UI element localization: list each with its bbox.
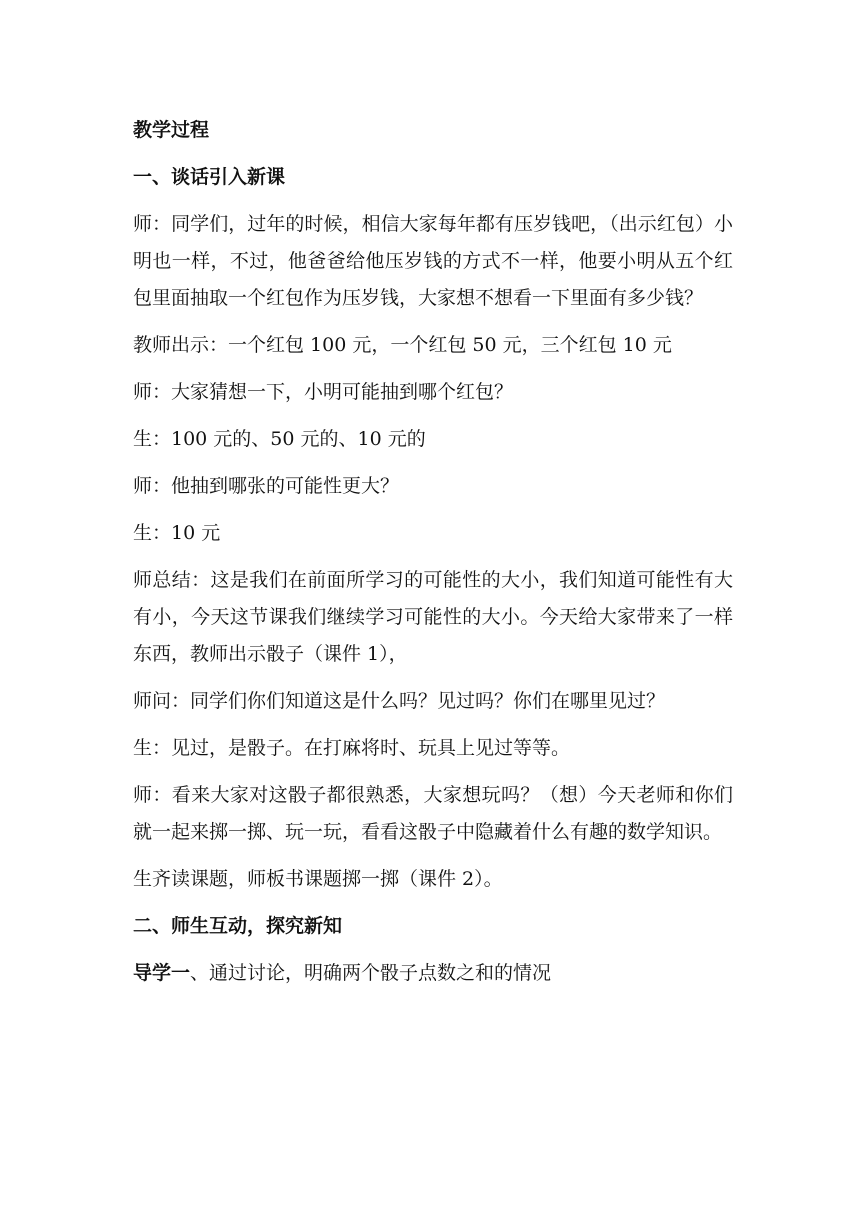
spacer — [133, 317, 733, 327]
paragraph-teacher-asks: 师问：同学们你们知道这是什么吗？见过吗？你们在哪里见过？ — [133, 690, 666, 712]
spacer — [133, 411, 733, 421]
spacer — [133, 149, 733, 159]
spacer — [133, 851, 733, 861]
spacer — [133, 673, 733, 683]
spacer — [133, 458, 733, 468]
paragraph-guide-one — [133, 955, 733, 992]
spacer — [133, 767, 733, 777]
paragraph-guess: 师：大家猜想一下，小明可能抽到哪个红包？ — [133, 381, 514, 403]
paragraph-student-answer-2: 生：10 元 — [133, 522, 221, 544]
paragraph-teacher-summary: 师总结：这是我们在前面所学习的可能性的大小，我们知道可能性有大有小，今天这节课我们继续学习可能性的大小。今天给大家带来了一样东西，教师出示骰子（课件 1）， — [133, 569, 733, 665]
paragraph-read-title: 生齐读课题，师板书课题掷一掷（课件 2）。 — [133, 868, 503, 890]
spacer — [133, 364, 733, 374]
spacer — [133, 196, 733, 206]
guide-label: 导学一 — [133, 962, 191, 984]
paragraph-play-dice: 师：看来大家对这骰子都很熟悉，大家想玩吗？（想）今天老师和你们就一起来掷一掷、玩一玩，看看这骰子中隐藏着什么有趣的数学知识。 — [133, 784, 733, 843]
paragraph-more-likely: 师：他抽到哪张的可能性更大？ — [133, 475, 400, 497]
section-heading-interaction: 二、师生互动，探究新知 — [133, 915, 343, 937]
spacer — [133, 898, 733, 908]
paragraph-student-answer-1: 生：100 元的、50 元的、10 元的 — [133, 428, 426, 450]
spacer — [133, 720, 733, 730]
paragraph-red-envelope: 师：同学们，过年的时候，相信大家每年都有压岁钱吧，（出示红包）小明也一样，不过，他爸爸给他压岁钱的方式不一样，他要小明从五个红包里面抽取一个红包作为压岁钱，大家想不想看一下里面有多少钱？ — [133, 213, 733, 309]
spacer — [133, 552, 733, 562]
section-heading-intro: 一、谈话引入新课 — [133, 166, 286, 188]
paragraph-student-answer-3: 生：见过，是骰子。在打麻将时、玩具上见过等等。 — [133, 737, 571, 759]
spacer — [133, 945, 733, 955]
spacer — [133, 505, 733, 515]
document-body — [133, 112, 733, 992]
paragraph-teacher-shows: 教师出示：一个红包 100 元，一个红包 50 元，三个红包 10 元 — [133, 334, 672, 356]
document-title: 教学过程 — [133, 119, 210, 141]
guide-text: 、通过讨论，明确两个骰子点数之和的情况 — [190, 962, 552, 984]
